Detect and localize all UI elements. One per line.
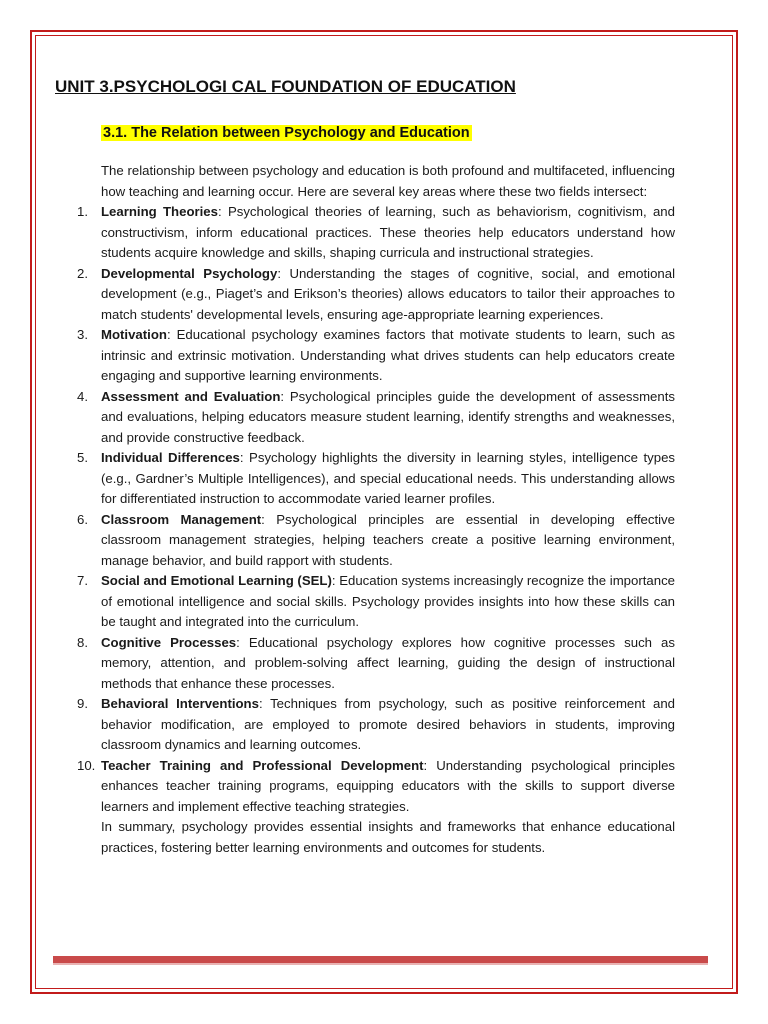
list-item-number: 8. <box>77 634 88 650</box>
list-item-term: Developmental Psychology <box>101 265 278 281</box>
list-item-number: 9. <box>77 696 88 711</box>
list-item <box>77 202 675 264</box>
list-item-number: 3. <box>77 327 88 342</box>
list-item-text: : Education systems increasingly recognize the importance of emotional intelligence and social skills. Psychology provides insights into how these skills can be taught and integrated into the curriculum. <box>101 573 676 629</box>
list-item-text: : Psychological theories of learning, such as behaviorism, cognitivism, and constructivism, inform educational practices. These theories help educators understand how students acquire knowledge and skills, shaping curricula and instructional strategies. <box>101 204 675 260</box>
list-item <box>77 448 675 510</box>
list-item-term: Learning Theories <box>101 204 218 219</box>
list-item-number: 5. <box>77 450 88 465</box>
list-item <box>77 325 675 387</box>
intro-paragraph: The relationship between psychology and education is both profound and multifaceted, influencing how teaching and learning occur. Here are several key areas where these two fields intersect: <box>101 163 675 199</box>
list-item-term: Assessment and Evaluation <box>101 388 281 404</box>
list-item <box>77 510 675 572</box>
list-item <box>77 633 675 695</box>
list-item-term: Teacher Training and Professional Development <box>101 757 424 773</box>
list-item-text: : Techniques from psychology, such as positive reinforcement and behavior modification, are employed to promote desired behaviors in students, improving classroom dynamics and learning outcomes. <box>101 696 675 752</box>
list-item <box>77 694 675 756</box>
list-item-text: : Understanding the stages of cognitive, social, and emotional development (e.g., Piaget’s and Erikson’s theories) allows educators to tailor their approaches to match students' developmental levels, ensuring age-appropriate learning experiences. <box>101 265 675 322</box>
list-item-number: 6. <box>77 511 88 527</box>
list-item <box>77 387 675 449</box>
document-body <box>77 161 676 858</box>
key-areas-list <box>77 202 676 817</box>
list-item-number: 7. <box>77 573 88 588</box>
list-item-term: Motivation <box>101 327 167 342</box>
section-heading: 3.1. The Relation between Psychology and Education <box>103 125 470 141</box>
list-item-number: 10. <box>77 757 96 773</box>
list-item <box>77 571 676 633</box>
list-item-term: Individual Differences <box>101 450 240 465</box>
list-item-term: Social and Emotional Learning (SEL) <box>101 573 332 588</box>
list-item-text: : Psychological principles guide the development of assessments and evaluations, helping educators measure student learning, identify strengths and weaknesses, and provide constructive feedback. <box>101 388 675 445</box>
list-item-text: : Educational psychology examines factors that motivate students to learn, such as intrinsic and extrinsic motivation. Understanding what drives students can help educators create engaging and supportive learning environments. <box>101 327 675 383</box>
list-item-number: 1. <box>77 204 88 219</box>
footer-rule <box>53 956 708 963</box>
list-item-term: Behavioral Interventions <box>101 696 259 711</box>
list-item <box>77 756 675 818</box>
list-item-number: 4. <box>77 388 88 404</box>
footer-rule-shadow <box>53 963 708 965</box>
list-item-term: Classroom Management <box>101 511 262 527</box>
list-item <box>77 264 675 326</box>
list-item-term: Cognitive Processes <box>101 634 237 650</box>
list-item-text: : Psychological principles are essential in developing effective classroom management strategies, helping teachers create a positive learning environment, manage behavior, and build rapport with students. <box>101 511 675 568</box>
list-item-text: : Understanding psychological principles enhances teacher training programs, equipping educators with the skills to support diverse learners and implement effective teaching strategies. <box>101 757 675 814</box>
list-item-number: 2. <box>77 265 88 281</box>
list-item-text: : Educational psychology explores how cognitive processes such as memory, attention, and problem-solving affect learning, guiding the design of instructional methods that enhance these processes. <box>101 634 675 691</box>
unit-title: UNIT 3.PSYCHOLOGI CAL FOUNDATION OF EDUCATION <box>55 77 516 96</box>
summary-paragraph: In summary, psychology provides essential insights and frameworks that enhance educational practices, fostering better learning environments and outcomes for students. <box>101 819 675 855</box>
list-item-text: : Psychology highlights the diversity in learning styles, intelligence types (e.g., Gardner’s Multiple Intelligences), and special educational needs. This understanding allows for differentiated instruction to accommodate varied learner profiles. <box>101 450 675 506</box>
